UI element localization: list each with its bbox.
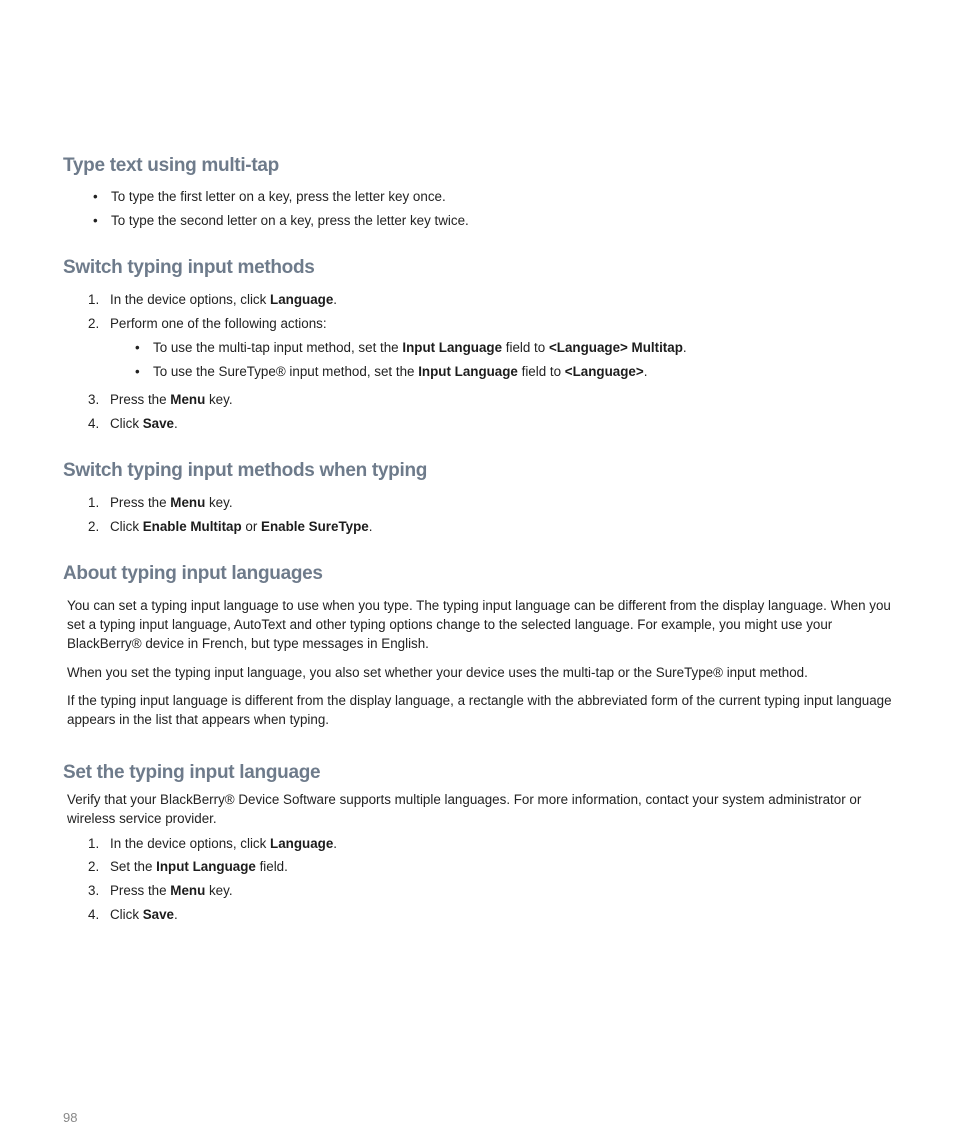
paragraph: When you set the typing input language, you also set whether your device uses the multi-tap or the SureType® input method. xyxy=(67,665,808,680)
page-number: 98 xyxy=(63,1110,78,1125)
step-item: 2. Set the Input Language field. xyxy=(88,859,288,874)
step-item: 3. Press the Menu key. xyxy=(88,392,233,407)
step-item: 1. Press the Menu key. xyxy=(88,495,233,510)
step-item: 4. Click Save. xyxy=(88,416,178,431)
step-item: 1. In the device options, click Language. xyxy=(88,292,338,307)
heading-switch-when-typing: Switch typing input methods when typing xyxy=(63,460,428,481)
step-item: 3. Press the Menu key. xyxy=(88,883,233,898)
heading-set-input-language: Set the typing input language xyxy=(63,762,321,783)
sub-bullet-item: • To use the multi-tap input method, set the Input Language field to <Language> Multitap. xyxy=(135,340,687,355)
step-item: 2. Perform one of the following actions: xyxy=(88,316,327,331)
step-item: 4. Click Save. xyxy=(88,907,178,922)
paragraph: Verify that your BlackBerry® Device Software supports multiple languages. For more information, contact your system administrator or wireless service provider. xyxy=(67,792,862,827)
bullet-item: • To type the second letter on a key, press the letter key twice. xyxy=(93,213,469,228)
heading-type-text-multitap: Type text using multi-tap xyxy=(63,155,279,176)
bullet-item: • To type the first letter on a key, press the letter key once. xyxy=(93,189,446,204)
heading-about-input-languages: About typing input languages xyxy=(63,563,323,584)
bullet-marker: • xyxy=(135,340,140,355)
bullet-marker: • xyxy=(93,189,98,204)
bullet-marker: • xyxy=(93,213,98,228)
step-item: 1. In the device options, click Language. xyxy=(88,836,338,851)
paragraph: You can set a typing input language to use when you type. The typing input language can be different from the display language. When you set a typing input language, AutoText and other typing options change to the selected language. For example, you might use your BlackBerry® device in French, but type messages in English. xyxy=(67,598,891,652)
bullet-marker: • xyxy=(135,364,140,379)
sub-bullet-item: • To use the SureType® input method, set the Input Language field to <Language>. xyxy=(135,364,648,379)
step-item: 2. Click Enable Multitap or Enable SureType. xyxy=(88,519,373,534)
paragraph: If the typing input language is different from the display language, a rectangle with the abbreviated form of the current typing input language appears in the list that appears when typing. xyxy=(67,693,892,728)
heading-switch-input-methods: Switch typing input methods xyxy=(63,257,315,278)
